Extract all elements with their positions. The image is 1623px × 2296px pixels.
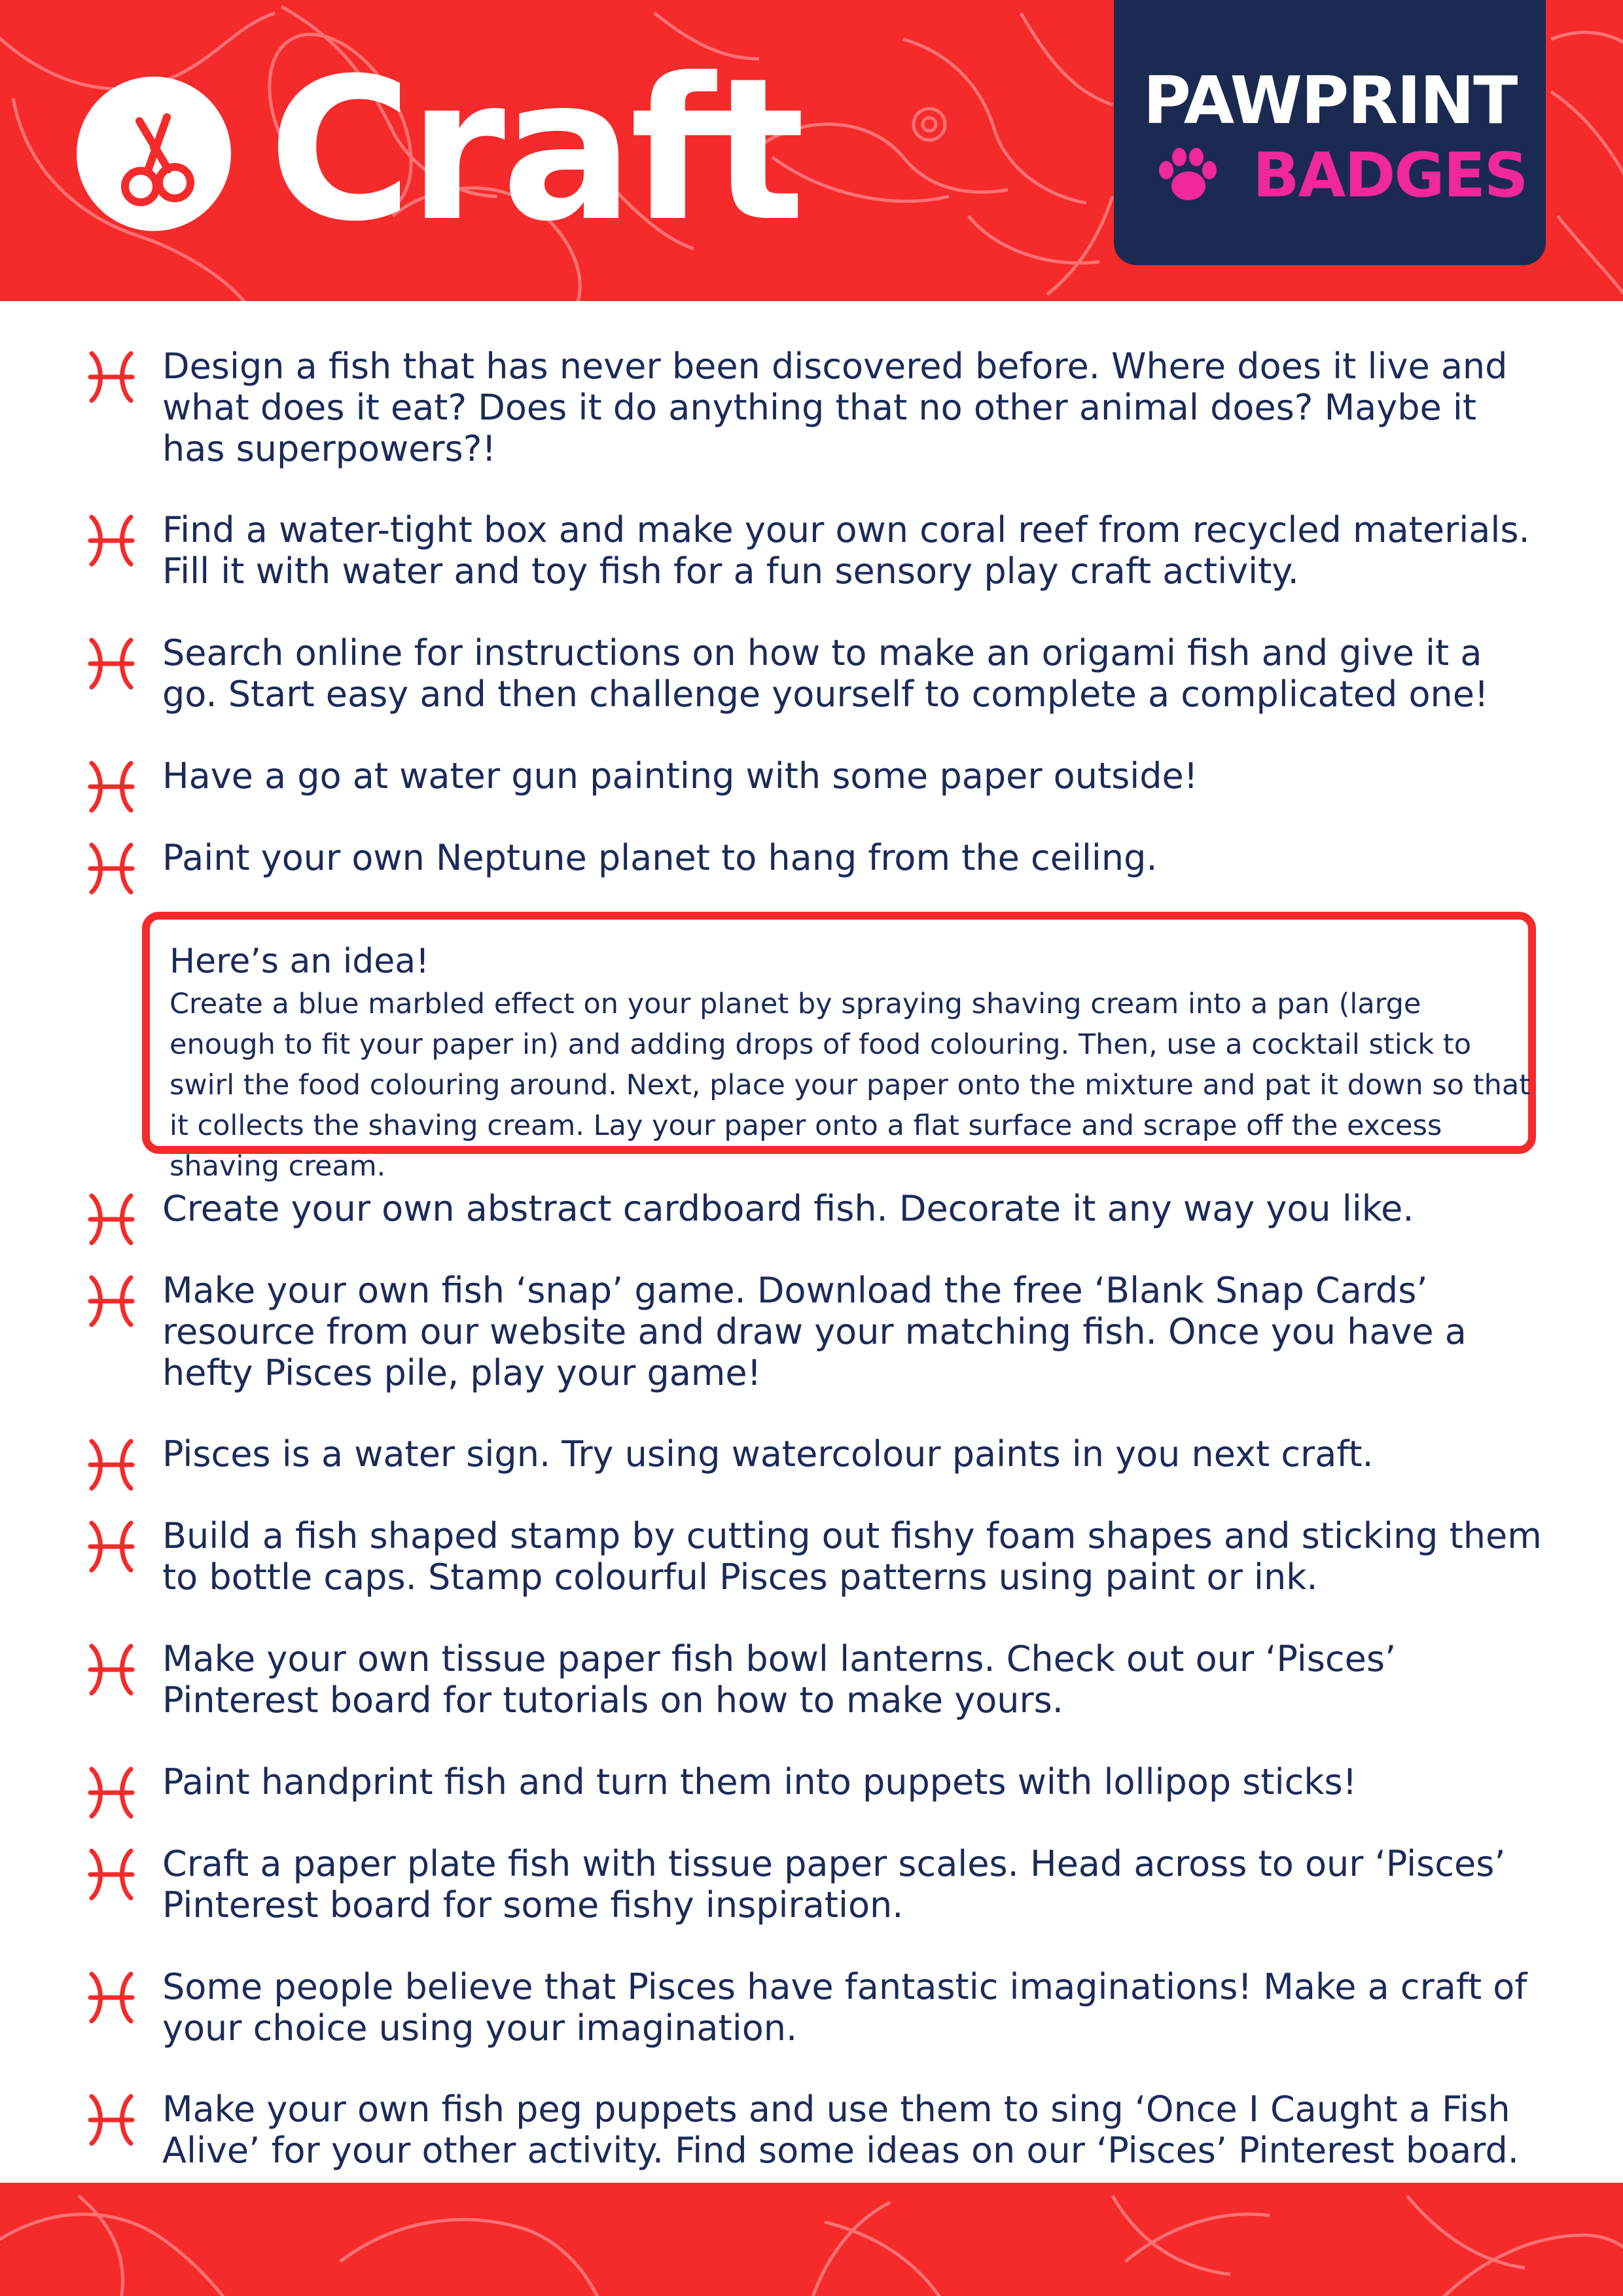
scissors-badge bbox=[77, 77, 231, 231]
pisces-icon bbox=[86, 842, 136, 895]
list-item-text: Search online for instructions on how to make an origami fish and give it a go. Start easy and then challenge yourself to complete a complicated one! bbox=[162, 632, 1489, 715]
pisces-icon bbox=[86, 351, 136, 403]
list-item-text: Find a water-tight box and make your own coral reef from recycled materials. Fill it with water and toy fish for a fun sensory play craft activity. bbox=[162, 509, 1530, 592]
pisces-icon bbox=[86, 1643, 136, 1696]
pisces-icon bbox=[86, 761, 136, 813]
scissors-icon bbox=[77, 77, 231, 231]
pisces-icon bbox=[86, 1439, 136, 1491]
pisces-icon bbox=[86, 1275, 136, 1327]
pisces-icon bbox=[86, 514, 136, 567]
list-item-text: Make your own tissue paper fish bowl lanterns. Check out our ‘Pisces’ Pinterest board for tutorials on how to make yours. bbox=[162, 1638, 1397, 1721]
list-item-text: Craft a paper plate fish with tissue paper scales. Head across to our ‘Pisces’ Pinterest board for some fishy inspiration. bbox=[162, 1843, 1506, 1926]
pisces-icon bbox=[86, 637, 136, 690]
logo-wordmark-bottom: BADGES bbox=[1253, 140, 1527, 211]
idea-body: Create a blue marbled effect on your planet by spraying shaving cream into a pan (large enough to fit your paper in) and adding drops of food colouring. Then, use a cocktail stick to swirl the food colouring around. Next, place your paper onto the mixture and pat it down so that it collects the shaving cream. Lay your paper onto a flat surface and scrape off the excess shaving cream. bbox=[169, 988, 1531, 1183]
idea-title: Here’s an idea! bbox=[169, 942, 429, 981]
pisces-icon bbox=[86, 2094, 136, 2146]
pisces-icon bbox=[86, 1767, 136, 1819]
pisces-icon bbox=[86, 1848, 136, 1901]
list-item-text: Make your own fish ‘snap’ game. Download the free ‘Blank Snap Cards’ resource from our website and draw your matching fish. Once you have a hefty Pisces pile, play your game! bbox=[162, 1270, 1467, 1393]
list-item-text: Create your own abstract cardboard fish. Decorate it any way you like. bbox=[162, 1188, 1414, 1229]
header-banner bbox=[0, 0, 1623, 301]
list-item-text: Have a go at water gun painting with some paper outside! bbox=[162, 755, 1198, 797]
footer-banner bbox=[0, 2183, 1623, 2296]
list-item-text: Paint your own Neptune planet to hang from the ceiling. bbox=[162, 837, 1158, 878]
pisces-icon bbox=[86, 1971, 136, 2024]
idea-callout bbox=[142, 912, 1536, 1183]
list-item-text: Make your own fish peg puppets and use them to sing ‘Once I Caught a Fish Alive’ for your other activity. Find some ideas on our ‘Pisces’ Pinterest board. bbox=[162, 2089, 1519, 2171]
list-item-text: Build a fish shaped stamp by cutting out fishy foam shapes and sticking them to bottle caps. Stamp colourful Pisces patterns using paint or ink. bbox=[162, 1515, 1542, 1598]
list-item-text: Some people believe that Pisces have fantastic imaginations! Make a craft of your choice using your imagination. bbox=[162, 1966, 1527, 2049]
list-item-text: Pisces is a water sign. Try using watercolour paints in you next craft. bbox=[162, 1433, 1374, 1475]
fish-pattern-decoration bbox=[0, 2183, 1623, 2296]
logo-wordmark-top: PAWPRINT bbox=[1143, 62, 1517, 139]
list-item-text: Paint handprint fish and turn them into puppets with lollipop sticks! bbox=[162, 1761, 1357, 1803]
page-title: Craft bbox=[268, 36, 802, 264]
pisces-icon bbox=[86, 1520, 136, 1573]
list-item-text: Design a fish that has never been discovered before. Where does it live and what does it eat? Does it do anything that no other animal does? Maybe it has superpowers?! bbox=[162, 346, 1508, 469]
pisces-icon bbox=[86, 1193, 136, 1246]
brand-logo bbox=[1114, 0, 1546, 265]
paw-icon bbox=[1154, 145, 1217, 208]
